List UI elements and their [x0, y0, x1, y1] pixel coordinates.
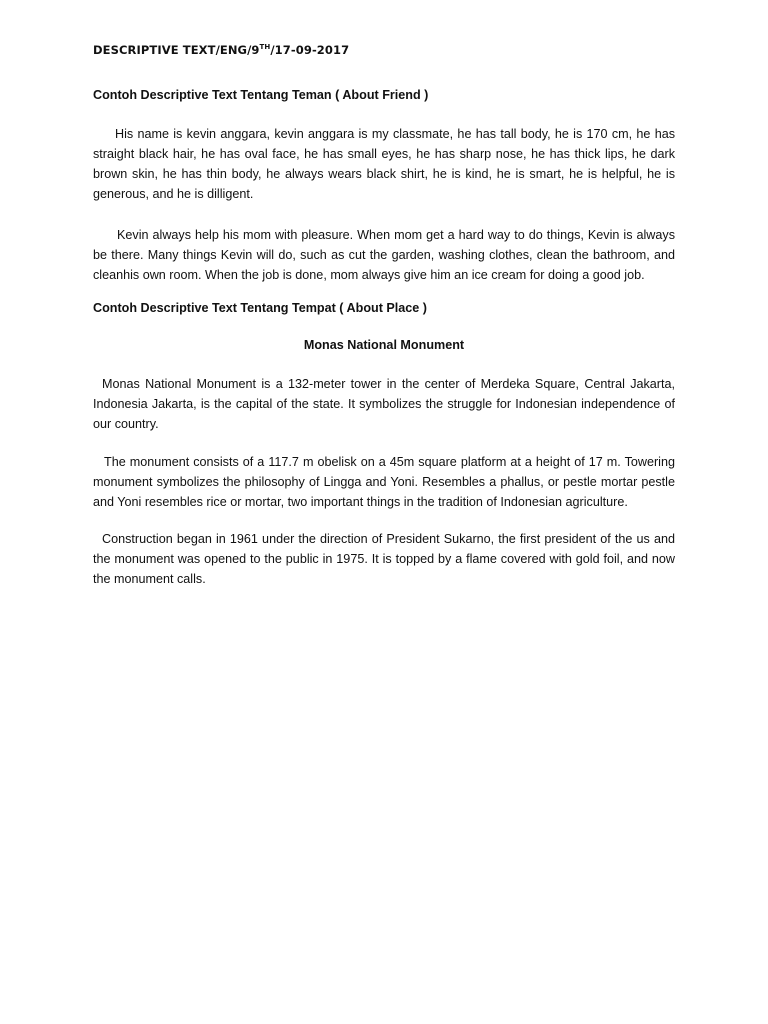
place-title: Monas National Monument	[303, 338, 465, 352]
header-prefix: DESCRIPTIVE TEXT/ENG/9	[93, 43, 260, 57]
header-suffix: /17-09-2017	[270, 43, 350, 57]
header-superscript: TH	[259, 43, 271, 51]
place-section-heading: Contoh Descriptive Text Tentang Tempat ( About Place )	[93, 301, 427, 315]
place-paragraph-3: Construction began in 1961 under the direction of President Sukarno, the first president of the us and the monument was opened to the public in 1975. It is topped by a flame covered with gold foil, and now the monument calls.	[93, 532, 675, 586]
friend-paragraph-2: Kevin always help his mom with pleasure. When mom get a hard way to do things, Kevin is always be there. Many things Kevin will do, such as cut the garden, washing clothes, clean the bathroom, and cleanhis own room. When the job is done, mom always give him an ice cream for doing a good job.	[93, 228, 675, 282]
friend-paragraph-1: His name is kevin anggara, kevin anggara is my classmate, he has tall body, he is 170 cm, he has straight black hair, he has oval face, he has small eyes, he has sharp nose, he has thick lips, he dark brown skin, he has thin body, he always wears black shirt, he is kind, he is smart, he is helpful, he is generous, and he is dilligent.	[93, 127, 675, 201]
document-header	[93, 43, 349, 57]
place-paragraph-2: The monument consists of a 117.7 m obelisk on a 45m square platform at a height of 17 m. Towering monument symbolizes the philosophy of Lingga and Yoni. Resembles a phallus, or pestle mortar pestle and Yoni resembles rice or mortar, two important things in the tradition of Indonesian agriculture.	[93, 455, 675, 509]
friend-section-heading: Contoh Descriptive Text Tentang Teman ( About Friend )	[93, 88, 429, 102]
place-paragraph-1: Monas National Monument is a 132-meter tower in the center of Merdeka Square, Central Jakarta, Indonesia Jakarta, is the capital of the state. It symbolizes the struggle for Indonesian independence of our country.	[93, 377, 675, 431]
